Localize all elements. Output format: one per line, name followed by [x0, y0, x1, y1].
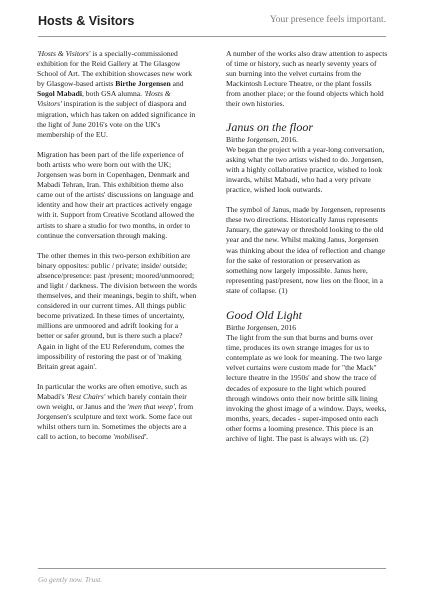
artist-name-mabadi: Sogol Mabadi: [37, 89, 82, 99]
body-text: which barely contain their own weight, or Janus and the: [37, 391, 187, 411]
good-old-light-heading: Good Old Light: [226, 307, 303, 322]
quote-mobilised: 'mobilised': [113, 432, 147, 442]
header-tagline: Your presence feels important.: [269, 15, 386, 25]
left-column: [37, 49, 197, 452]
exhibition-title: 'Hosts & Visitors': [37, 49, 91, 58]
page-title: Hosts & Visitors: [38, 14, 135, 28]
janus-section: [226, 120, 388, 296]
footer-text: Go gently now. Trust.: [38, 575, 103, 584]
good-old-light-byline: Birthe Jorgensen, 2016: [226, 322, 297, 332]
janus-paragraph-2: The symbol of Janus, made by Jorgensen, represents these two directions. Historically Janus represents January, the gateway or threshold looking to the old year and the new. Whilst making Janus, Jorgensen was thinking about the idea of reflection and change for the sake of restoration or preservation as something now largely impossible. Janus here, representing past/present, now lies on the floor, in a state of collapse. (1): [226, 205, 386, 295]
janus-heading: Janus on the floor: [226, 119, 313, 134]
body-text: In particular the works are often emotive, such as Mabadi's: [37, 381, 187, 401]
right-column: [226, 49, 388, 456]
time-history-paragraph: A number of the works also draw attention to aspects of time or history, such as nearly seventy years of sun burning into the velvet curtains from the Mackintosh Lecture Theatre, or the plant fossils from another place; or the found objects which hold their own histories.: [226, 49, 388, 109]
body-text: , from Jorgensen's sculpture and text work. Some face out whilst others turn in. Sometimes the objects are a call to action, to become: [37, 402, 194, 442]
emotive-paragraph: [37, 382, 197, 443]
intro-paragraph: [37, 49, 197, 140]
work-title-rest-chairs: 'Rest Chairs': [66, 391, 106, 401]
conjunction: and: [170, 79, 184, 89]
page-footer: [38, 568, 386, 584]
exhibition-title: 'Hosts & Visitors': [37, 89, 171, 109]
intro-text: is a specially-commissioned exhibition for the Reid Gallery at The Glasgow School of Art. The exhibition showcases new work by Glasgow-based artists: [37, 49, 193, 89]
work-title-men-that-weep: 'men that weep': [127, 402, 175, 411]
janus-byline: Birthe Jorgensen, 2016.: [226, 134, 298, 144]
intro-text: , both GSA alumna.: [81, 89, 144, 99]
good-old-light-section: [226, 308, 388, 444]
page-header: [38, 14, 386, 37]
intro-text: inspiration is the subject of diaspora and migration, which has taken on added significance in the light of June 2016's vote on the UK's membership of the EU.: [37, 99, 196, 139]
artist-name-jorgensen: Birthe Jorgensen: [115, 79, 171, 89]
themes-paragraph: The other themes in this two-person exhibition are binary opposites: public / private; inside/ outside; absence/presence: past /present; moored/unmoored; and light / darkness. The division between the words themselves, and their meanings, begin to shift, when considered in our current times. All things public become privatized. In these times of uncertainty, millions are unmoored and adrift looking for a better or safer ground, but is there such a place? Again in light of the EU Referendum, comes the impossibility of restoring the past or of 'making Britain great again'.: [37, 250, 197, 371]
good-old-light-paragraph: The light from the sun that burns and burns over time, produces its own strange images for us to contemplate as we look for meaning. The two large velvet curtains were custom made for "the Mack" lecture theatre in the 1950s' and show the trace of decades of exposure to the light which poured through windows onto their now brittle silk lining invoking the ghost image of a window. Days, weeks, months, years, decades - super-imposed onto each other forms a looming presence. This piece is an archive of light. The past is always with us. (2): [226, 333, 387, 443]
janus-paragraph-1: We began the project with a year-long conversation, asking what the two artists wished to do. Jorgensen, with a highly collaborative practice, wished to look inwards, whilst Mabadi, who had a very private practice, wished look outwards.: [226, 144, 385, 195]
migration-paragraph: Migration has been part of the life experience of both artists who were born out with the UK; Jorgensen was born in Copenhagen, Denmark and Mabadi Tehran, Iran. This exhibition theme also came out of the artists' discussions on language and identity and how their art practices actively engage with it. Support from Creative Scotland allowed the artists to share a studio for two months, in order to continue the conversation through making.: [37, 149, 195, 240]
body-text: .: [146, 432, 149, 442]
